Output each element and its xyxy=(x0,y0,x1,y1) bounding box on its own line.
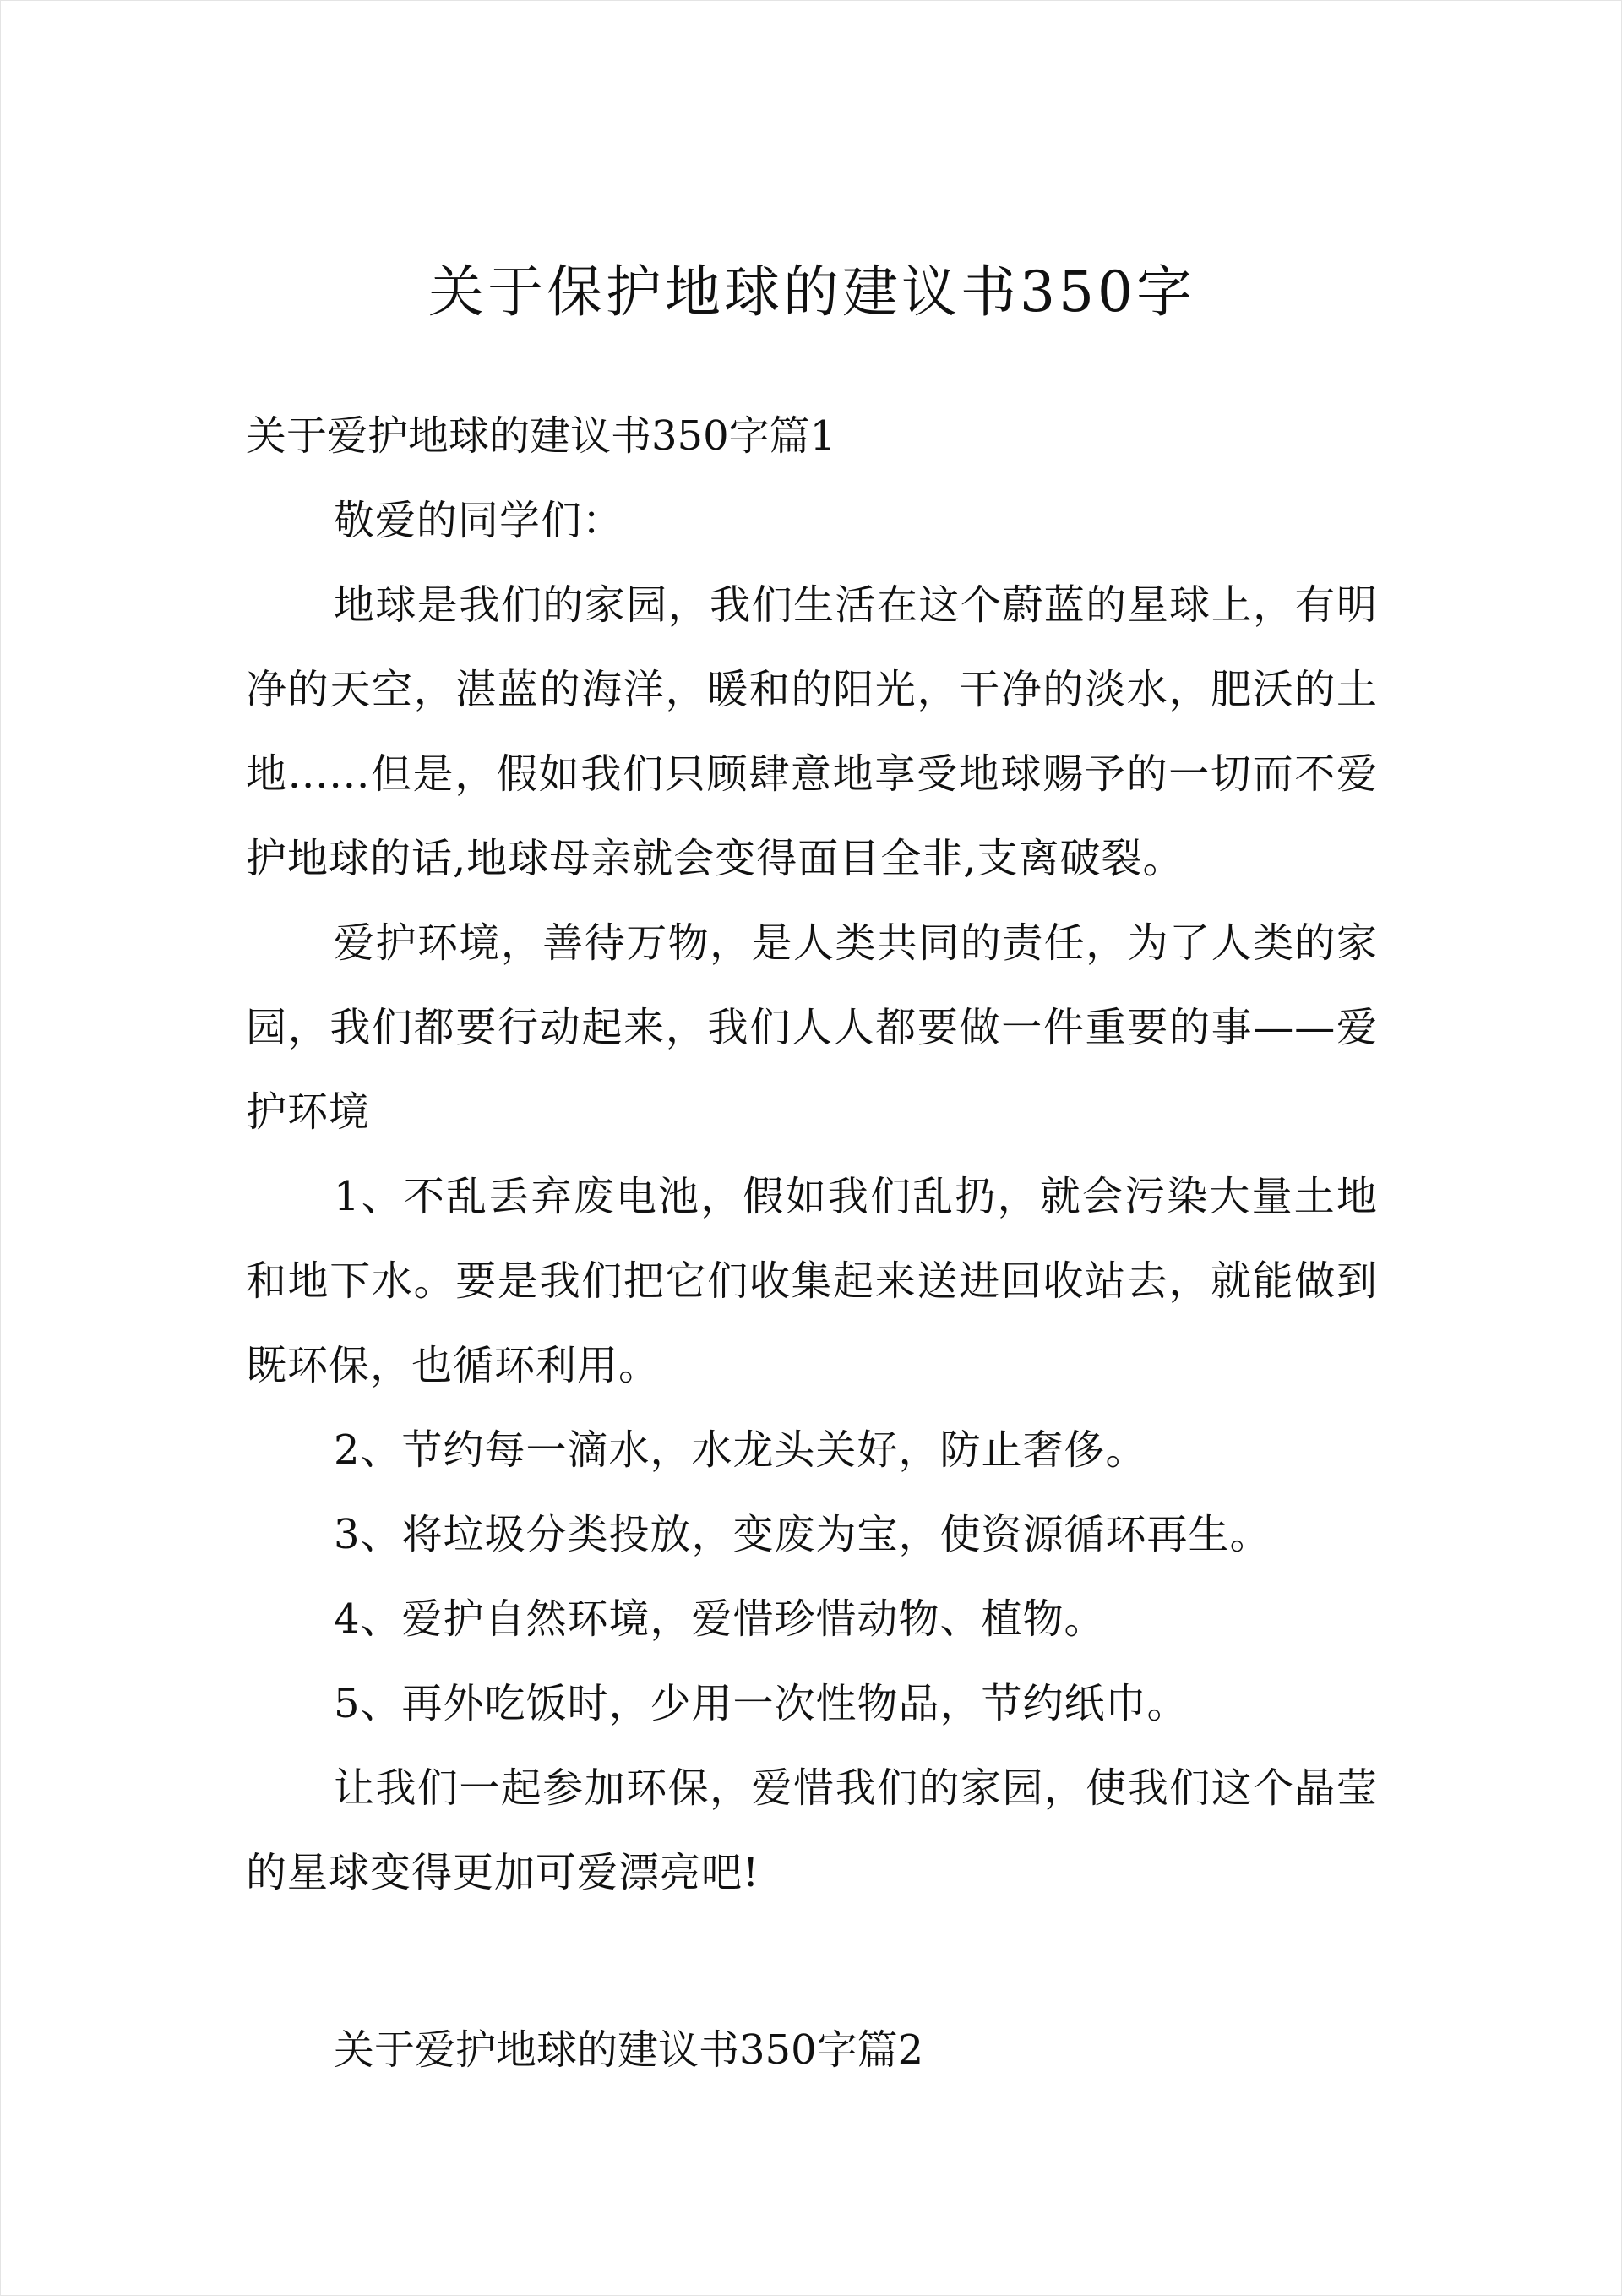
paragraph-call-to-action: 爱护环境，善待万物，是人类共同的责任，为了人类的家园，我们都要行动起来，我们人人都要做一件重要的事——爱护环境 xyxy=(246,919,1378,1136)
section-heading-1: 关于爱护地球的建议书350字篇1 xyxy=(246,412,836,460)
section-1-content xyxy=(246,478,1378,1915)
list-item-2: 2、节约每一滴水，水龙头关好，防止奢侈。 xyxy=(334,1426,1147,1474)
list-item-3: 3、将垃圾分类投放，变废为宝，使资源循环再生。 xyxy=(334,1511,1271,1558)
list-item-1: 1、不乱丢弃废电池，假如我们乱扔，就会污染大量土地和地下水。要是我们把它们收集起来送进回收站去，就能做到既环保，也循环利用。 xyxy=(246,1173,1378,1389)
paragraph-intro: 地球是我们的家园，我们生活在这个蔚蓝的星球上，有明净的天空，湛蓝的海洋，暖和的阳光，干净的淡水，肥沃的土地......但是，假如我们只顾肆意地享受地球赐予的一切而不爱护地球的话,地球母亲就会变得面目全非,支离破裂。 xyxy=(246,581,1378,882)
paragraph-closing: 让我们一起参加环保，爱惜我们的家园，使我们这个晶莹的星球变得更加可爱漂亮吧! xyxy=(246,1764,1378,1896)
section-heading-2: 关于爱护地球的建议书350字篇2 xyxy=(334,2026,924,2074)
document-title: 关于保护地球的建议书350字 xyxy=(428,259,1195,324)
salutation: 敬爱的同学们： xyxy=(334,497,624,544)
list-item-5: 5、再外吃饭时，少用一次性物品，节约纸巾。 xyxy=(334,1680,1189,1727)
list-item-4: 4、爱护自然环境，爱惜珍惜动物、植物。 xyxy=(334,1595,1106,1643)
